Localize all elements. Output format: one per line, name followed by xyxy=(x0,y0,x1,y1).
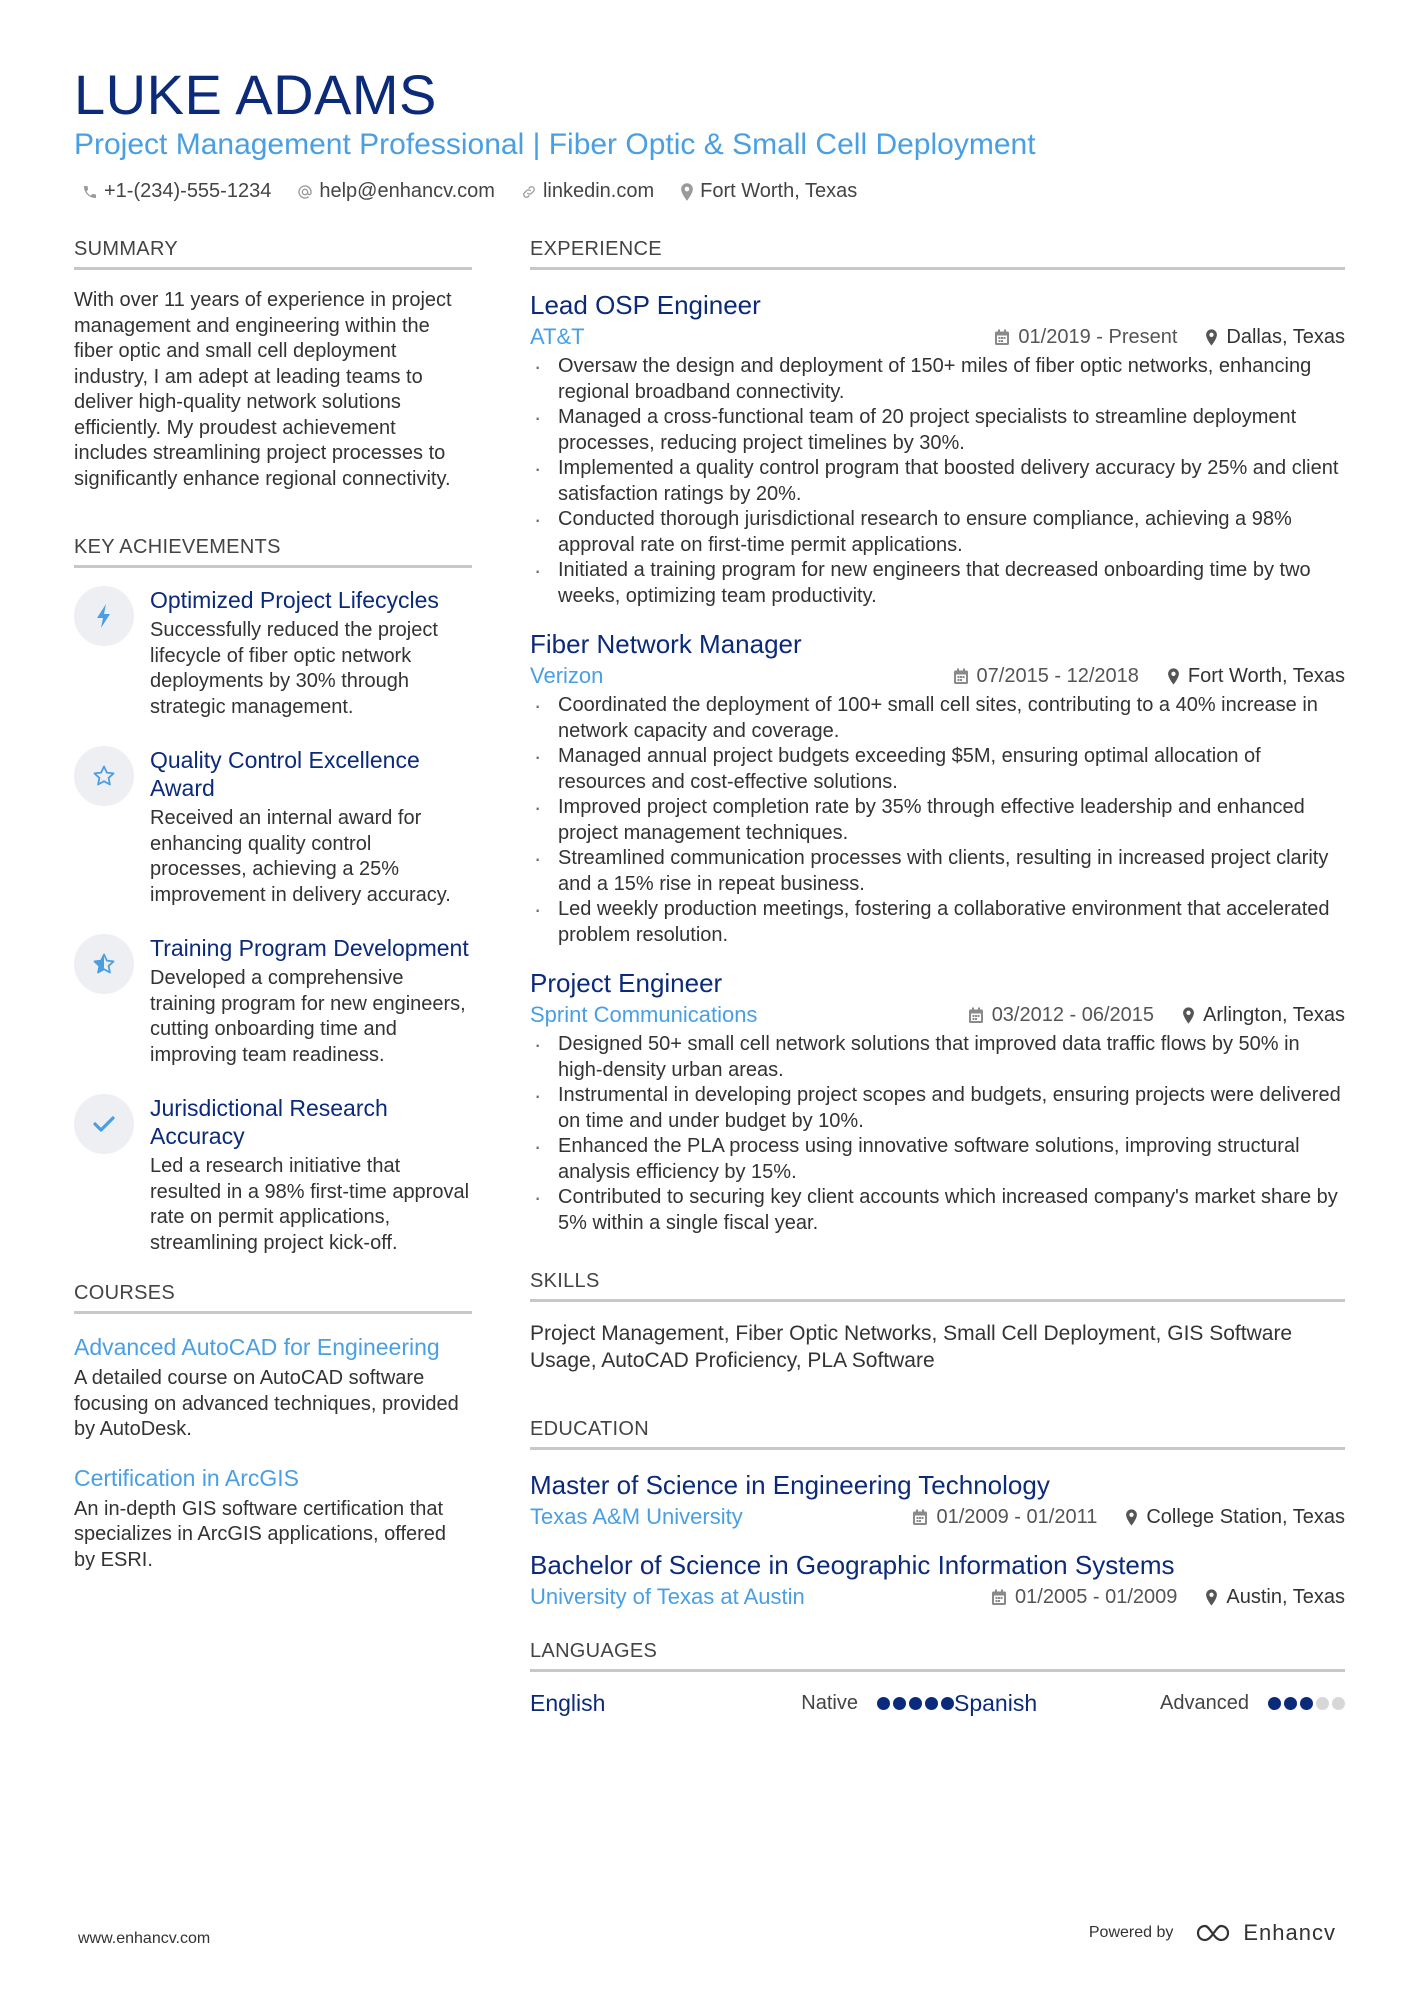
languages-heading: LANGUAGES xyxy=(530,1640,1345,1672)
languages-section xyxy=(530,1640,1345,1717)
rating-dot-filled xyxy=(1300,1697,1313,1710)
achievement-item xyxy=(74,586,472,720)
contact-linkedin[interactable] xyxy=(521,180,654,203)
achievements-section xyxy=(74,536,472,1256)
education-dates xyxy=(912,1506,1097,1529)
footer-branding xyxy=(1089,1920,1336,1946)
rating-dot-filled xyxy=(925,1697,938,1710)
achievement-item xyxy=(74,1094,472,1256)
job-bullet: · Managed annual project budgets exceeding $5M, ensuring optimal allocation of resources and cost-effective solutions. xyxy=(530,744,1345,795)
job-bullet: · Initiated a training program for new engineers that decreased onboarding time by two weeks, optimizing team productivity. xyxy=(530,558,1345,609)
job-bullet: · Managed a cross-functional team of 20 project specialists to streamline deployment processes, reducing project timelines by 30%. xyxy=(530,405,1345,456)
skills-text: Project Management, Fiber Optic Networks, Small Cell Deployment, GIS Software Usage, AutoCAD Proficiency, PLA Software xyxy=(530,1322,1293,1372)
check-icon xyxy=(93,1115,115,1133)
languages-list xyxy=(530,1690,1345,1717)
location-text: Fort Worth, Texas xyxy=(700,180,858,202)
rating-dot-filled xyxy=(893,1697,906,1710)
job-title: Fiber Network Manager xyxy=(530,629,802,659)
job-meta xyxy=(530,663,1345,689)
candidate-name: LUKE ADAMS xyxy=(74,63,437,126)
job-dates xyxy=(994,326,1177,349)
powered-by-label: Powered by xyxy=(1088,1924,1174,1941)
language-rating xyxy=(1265,1697,1345,1710)
job-entry xyxy=(530,288,1345,609)
job-bullet: · Streamlined communication processes with clients, resulting in increased project clarity and a 15% rise in repeat business. xyxy=(530,846,1345,897)
job-details xyxy=(940,1004,1345,1027)
rating-dot-empty xyxy=(1316,1697,1329,1710)
job-bullet: · Led weekly production meetings, fostering a collaborative environment that accelerated problem resolution. xyxy=(530,897,1345,948)
email-text: help@enhancv.com xyxy=(319,180,495,202)
achievement-title: Optimized Project Lifecycles xyxy=(150,587,439,613)
bolt-icon xyxy=(95,604,113,628)
achievement-body xyxy=(150,746,472,908)
enhancv-logo-icon xyxy=(1195,1922,1233,1944)
job-location-text: Fort Worth, Texas xyxy=(1187,664,1345,687)
location-pin-icon xyxy=(1167,668,1180,685)
calendar-icon xyxy=(991,1589,1007,1606)
phone-icon xyxy=(82,184,98,200)
calendar-icon xyxy=(953,668,969,685)
calendar-icon xyxy=(994,329,1010,346)
rating-dot-filled xyxy=(1268,1697,1281,1710)
education-entry xyxy=(530,1468,1345,1530)
achievement-icon-wrap xyxy=(74,586,134,646)
linkedin-text: linkedin.com xyxy=(542,180,655,202)
achievement-desc: Received an internal award for enhancing quality control processes, achieving a 25% improvement in delivery accuracy. xyxy=(150,807,451,906)
job-company: AT&T xyxy=(530,324,585,349)
achievement-icon-wrap xyxy=(74,746,134,806)
at-icon xyxy=(297,184,313,200)
job-company: Sprint Communications xyxy=(530,1002,758,1027)
job-details xyxy=(966,326,1345,349)
job-entry xyxy=(530,966,1345,1236)
job-bullet: · Coordinated the deployment of 100+ small cell sites, contributing to a 40% increase in network capacity and coverage. xyxy=(530,693,1345,744)
language-level: Native xyxy=(801,1692,858,1714)
rating-dot-filled xyxy=(941,1697,954,1710)
course-desc: An in-depth GIS software certification that specializes in ArcGIS applications, offered by ESRI. xyxy=(74,1497,447,1571)
job-location xyxy=(1182,1004,1345,1027)
contact-email[interactable] xyxy=(297,180,495,203)
job-bullet: · Improved project completion rate by 35% through effective leadership and enhanced project management techniques. xyxy=(530,795,1345,846)
job-bullet: · Oversaw the design and deployment of 150+ miles of fiber optic networks, enhancing regional broadband connectivity. xyxy=(530,354,1345,405)
rating-dot-filled xyxy=(877,1697,890,1710)
job-location xyxy=(1167,665,1345,688)
experience-heading: EXPERIENCE xyxy=(530,238,1345,270)
contact-phone xyxy=(82,180,271,203)
degree-title: Master of Science in Engineering Technology xyxy=(530,1470,1050,1500)
left-column xyxy=(74,238,472,1593)
language-item xyxy=(954,1690,1345,1717)
education-dates-text: 01/2009 - 01/2011 xyxy=(936,1505,1098,1528)
achievement-title: Jurisdictional Research Accuracy xyxy=(150,1095,388,1149)
job-bullet: · Enhanced the PLA process using innovative software solutions, improving structural analysis efficiency by 15%. xyxy=(530,1134,1345,1185)
job-bullet: · Conducted thorough jurisdictional research to ensure compliance, achieving a 98% approval rate on first-time permit applications. xyxy=(530,507,1345,558)
job-location-text: Dallas, Texas xyxy=(1226,325,1345,348)
language-name: Spanish xyxy=(954,1690,1038,1716)
achievement-body xyxy=(150,1094,472,1256)
job-entry xyxy=(530,627,1345,948)
education-meta xyxy=(530,1584,1345,1610)
location-pin-icon xyxy=(680,183,694,201)
education-location-text: College Station, Texas xyxy=(1146,1505,1345,1528)
location-pin-icon xyxy=(1182,1007,1195,1024)
courses-heading: COURSES xyxy=(74,1282,472,1314)
degree-title: Bachelor of Science in Geographic Information Systems xyxy=(530,1550,1175,1580)
contact-location xyxy=(680,180,857,203)
language-level: Advanced xyxy=(1160,1692,1249,1714)
education-heading: EDUCATION xyxy=(530,1418,1345,1450)
education-dates xyxy=(991,1586,1177,1609)
job-location xyxy=(1205,326,1345,349)
course-item xyxy=(74,1463,472,1574)
contact-bar xyxy=(82,180,883,203)
rating-dot-empty xyxy=(1332,1697,1345,1710)
language-item xyxy=(530,1690,954,1717)
school-name: Texas A&M University xyxy=(530,1504,743,1529)
education-meta xyxy=(530,1504,1345,1530)
course-title: Certification in ArcGIS xyxy=(74,1464,299,1491)
job-bullet: · Instrumental in developing project scopes and budgets, ensuring projects were delivered on time and under budget by 10%. xyxy=(530,1083,1345,1134)
job-title: Project Engineer xyxy=(530,968,723,998)
achievement-desc: Led a research initiative that resulted in a 98% first-time approval rate on permit applications, streamlining project kick-off. xyxy=(150,1155,470,1254)
brand-logo[interactable] xyxy=(1195,1920,1336,1946)
achievement-desc: Developed a comprehensive training program for new engineers, cutting onboarding time and improving team readiness. xyxy=(150,967,466,1066)
job-company: Verizon xyxy=(530,663,604,688)
education-dates-text: 01/2005 - 01/2009 xyxy=(1015,1585,1178,1608)
language-rating xyxy=(874,1697,954,1710)
right-column xyxy=(530,238,1345,1717)
school-name: University of Texas at Austin xyxy=(530,1584,805,1609)
achievement-icon-wrap xyxy=(74,934,134,994)
location-pin-icon xyxy=(1205,329,1218,346)
job-bullet: · Designed 50+ small cell network solutions that improved data traffic flows by 50% in high-density urban areas. xyxy=(530,1032,1345,1083)
education-entry xyxy=(530,1548,1345,1610)
achievement-title: Training Program Development xyxy=(150,935,469,961)
job-details xyxy=(925,665,1345,688)
education-details xyxy=(963,1586,1345,1609)
achievement-item xyxy=(74,746,472,908)
education-location xyxy=(1205,1586,1345,1609)
job-meta xyxy=(530,1002,1345,1028)
location-pin-icon xyxy=(1125,1509,1138,1526)
summary-section xyxy=(74,238,472,492)
experience-section xyxy=(530,238,1345,1236)
education-location xyxy=(1125,1506,1345,1529)
language-name: English xyxy=(530,1690,606,1716)
achievement-body xyxy=(150,586,472,720)
job-dates xyxy=(953,665,1139,688)
education-location-text: Austin, Texas xyxy=(1226,1585,1345,1608)
courses-section xyxy=(74,1282,472,1573)
calendar-icon xyxy=(912,1509,928,1526)
candidate-headline: Project Management Professional | Fiber Optic & Small Cell Deployment xyxy=(74,128,1036,161)
course-title: Advanced AutoCAD for Engineering xyxy=(74,1334,440,1360)
calendar-icon xyxy=(968,1007,984,1024)
achievement-icon-wrap xyxy=(74,1094,134,1154)
skills-section xyxy=(530,1270,1345,1374)
course-desc: A detailed course on AutoCAD software focusing on advanced techniques, provided by AutoDesk. xyxy=(74,1367,459,1440)
job-dates xyxy=(968,1004,1154,1027)
star-half-icon xyxy=(92,952,116,976)
achievement-item xyxy=(74,934,472,1068)
job-bullets xyxy=(530,354,1345,609)
location-pin-icon xyxy=(1205,1589,1218,1606)
summary-text: With over 11 years of experience in project management and engineering within the fiber optic and small cell deployment industry, I am adept at leading teams to deliver high-quality network solutions efficiently. My proudest achievement includes streamlining project processes to significantly enhance regional connectivity. xyxy=(74,289,452,490)
job-meta xyxy=(530,324,1345,350)
job-bullets xyxy=(530,693,1345,948)
star-icon xyxy=(92,764,116,788)
education-section xyxy=(530,1418,1345,1610)
achievement-desc: Successfully reduced the project lifecycle of fiber optic network deployments by 30% through strategic management. xyxy=(150,619,438,718)
course-item xyxy=(74,1332,472,1443)
achievement-title: Quality Control Excellence Award xyxy=(150,747,420,801)
job-bullet: · Implemented a quality control program that boosted delivery accuracy by 25% and client satisfaction ratings by 20%. xyxy=(530,456,1345,507)
rating-dot-filled xyxy=(909,1697,922,1710)
rating-dot-filled xyxy=(1284,1697,1297,1710)
footer-site-link[interactable]: www.enhancv.com xyxy=(78,1930,211,1947)
achievements-heading: KEY ACHIEVEMENTS xyxy=(74,536,472,568)
phone-text: +1-(234)-555-1234 xyxy=(104,180,272,202)
job-dates-text: 07/2015 - 12/2018 xyxy=(976,664,1139,687)
brand-name: Enhancv xyxy=(1243,1920,1336,1945)
job-bullet: · Contributed to securing key client accounts which increased company's market share by 5% within a single fiscal year. xyxy=(530,1185,1345,1236)
education-details xyxy=(884,1506,1345,1529)
job-bullets xyxy=(530,1032,1345,1236)
link-icon xyxy=(521,184,537,200)
job-title: Lead OSP Engineer xyxy=(530,290,761,320)
job-location-text: Arlington, Texas xyxy=(1203,1003,1345,1026)
summary-heading: SUMMARY xyxy=(74,238,472,270)
job-dates-text: 01/2019 - Present xyxy=(1018,325,1178,348)
achievement-body xyxy=(150,934,472,1068)
job-dates-text: 03/2012 - 06/2015 xyxy=(991,1003,1155,1026)
skills-heading: SKILLS xyxy=(530,1270,1345,1302)
